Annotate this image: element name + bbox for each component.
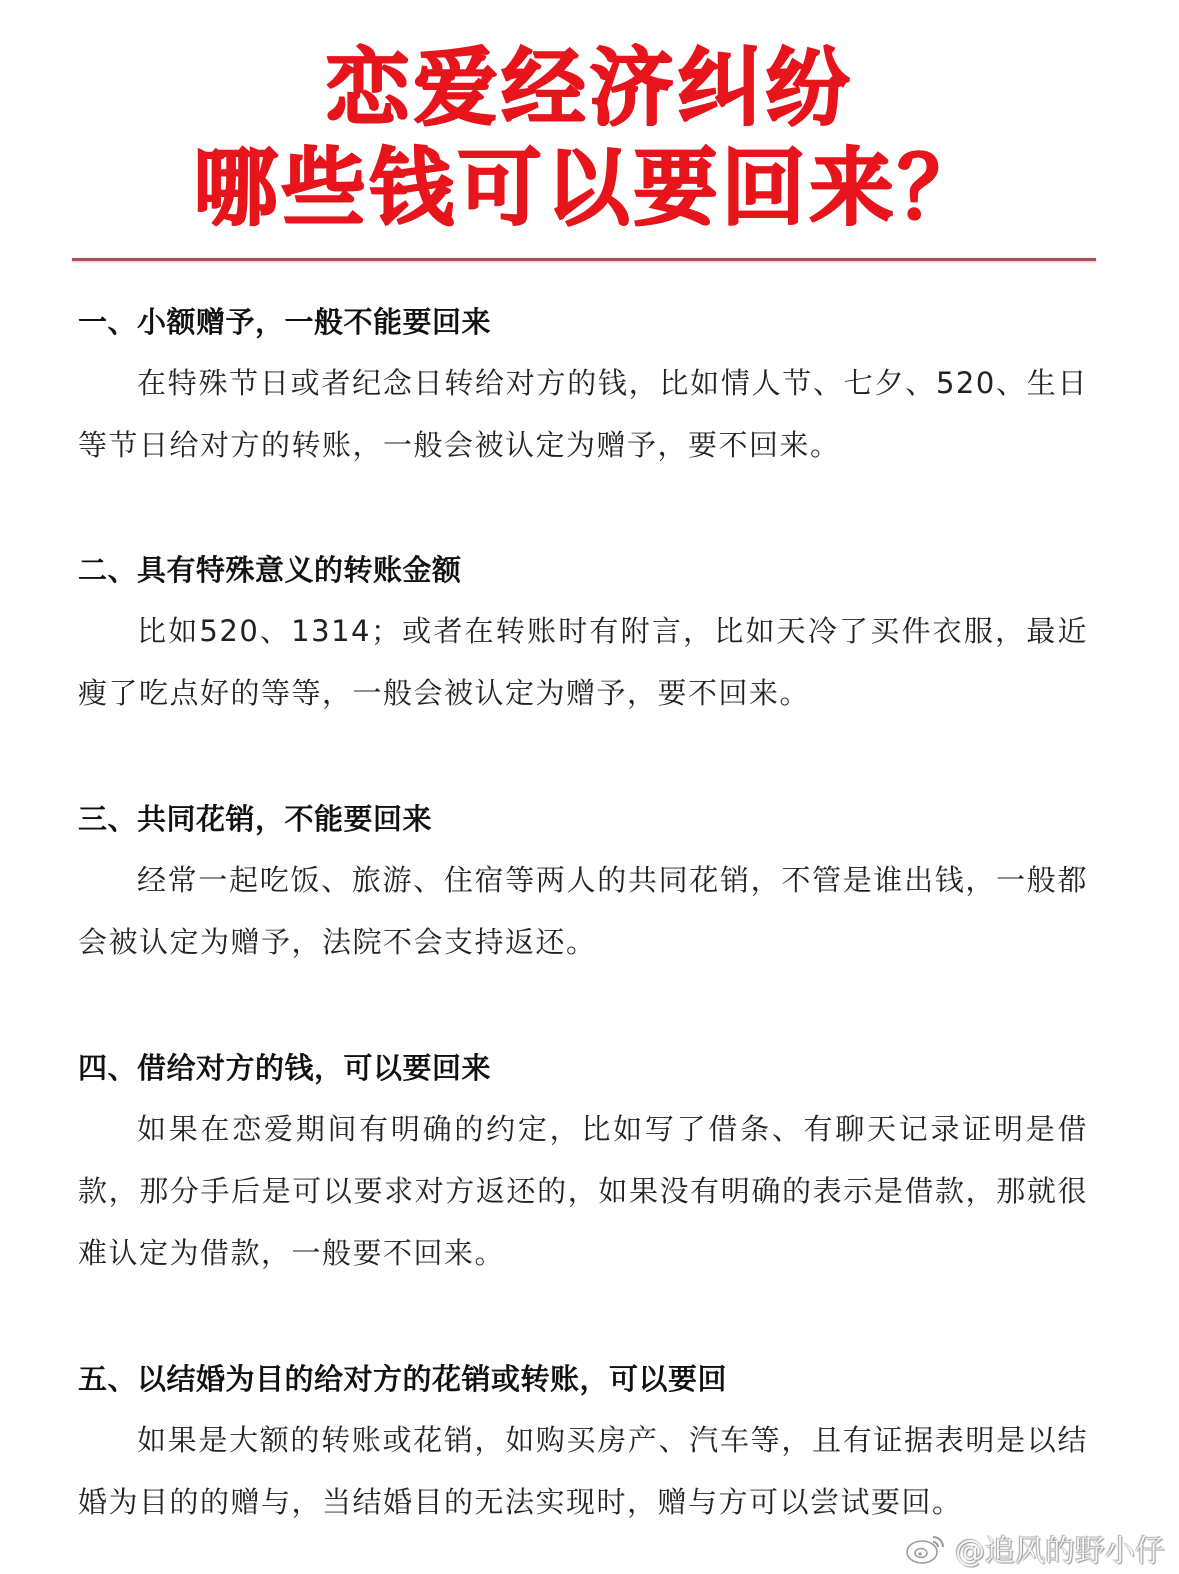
section-3: [78, 793, 1088, 973]
title-divider: [72, 258, 1096, 261]
watermark-text: @追风的野小仔: [955, 1534, 1165, 1569]
weibo-icon: [905, 1531, 949, 1565]
title-line-1: 恋爱经济纠纷: [325, 39, 854, 137]
section-5: [78, 1353, 1088, 1533]
section-body: 经常一起吃饭、旅游、住宿等两人的共同花销，不管是谁出钱，一般都会被认定为赠予，法院不会支持返还。: [78, 863, 1088, 959]
section-1: [78, 296, 1088, 476]
section-body: 如果是大额的转账或花销，如购买房产、汽车等，且有证据表明是以结婚为目的的赠与，当结婚目的无法实现时，赠与方可以尝试要回。: [78, 1423, 1088, 1519]
watermark: [905, 1526, 1165, 1570]
title-block: [0, 38, 1179, 238]
section-heading: 三、共同花销，不能要回来: [78, 802, 433, 836]
section-heading: 四、借给对方的钱，可以要回来: [78, 1051, 492, 1085]
section-heading: 二、具有特殊意义的转账金额: [78, 553, 462, 587]
section-4: [78, 1042, 1088, 1284]
section-body: 如果在恋爱期间有明确的约定，比如写了借条、有聊天记录证明是借款，那分手后是可以要求对方返还的，如果没有明确的表示是借款，那就很难认定为借款，一般要不回来。: [78, 1112, 1088, 1270]
section-2: [78, 544, 1088, 724]
section-heading: 五、以结婚为目的给对方的花销或转账，可以要回: [78, 1362, 728, 1396]
section-body: 在特殊节日或者纪念日转给对方的钱，比如情人节、七夕、520、生日等节日给对方的转账，一般会被认定为赠予，要不回来。: [78, 366, 1088, 462]
section-heading: 一、小额赠予，一般不能要回来: [78, 305, 492, 339]
section-body: 比如520、1314；或者在转账时有附言，比如天冷了买件衣服，最近瘦了吃点好的等等，一般会被认定为赠予，要不回来。: [78, 614, 1088, 710]
title-line-2: 哪些钱可以要回来？: [193, 139, 986, 237]
